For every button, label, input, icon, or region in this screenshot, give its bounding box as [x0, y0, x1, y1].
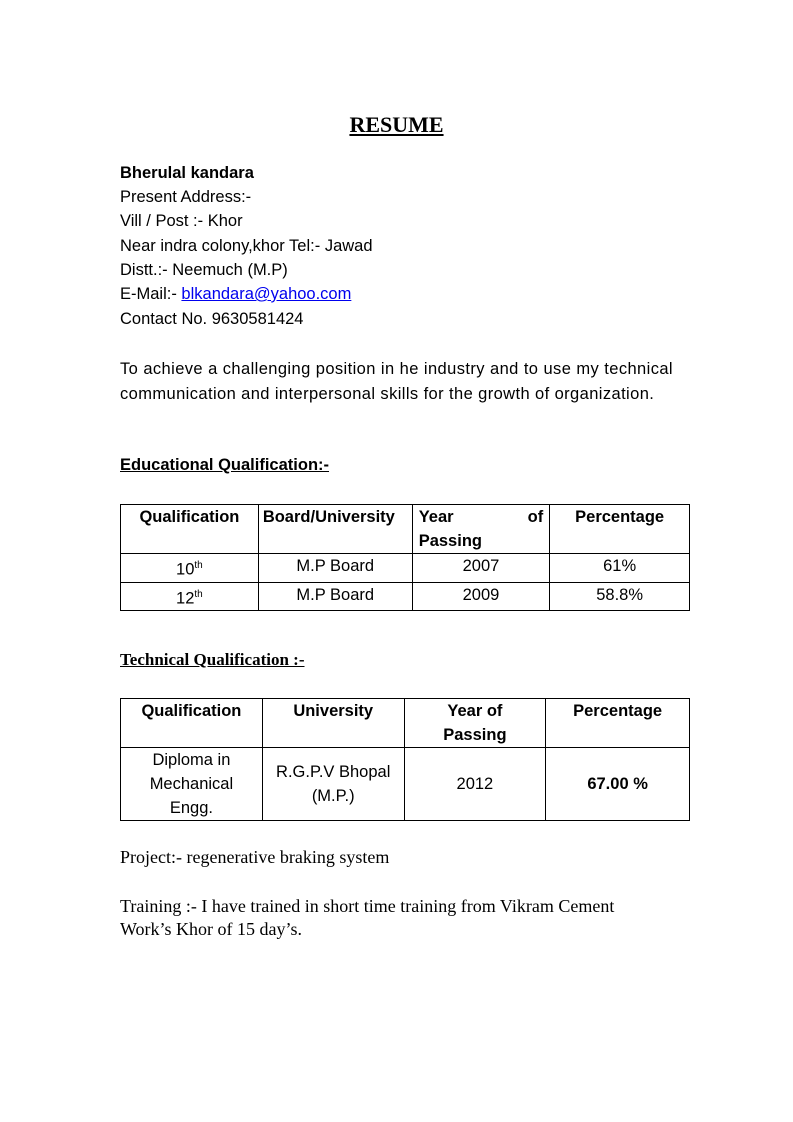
cell-qualification: 10th	[121, 554, 259, 583]
address-line-3: Distt.:- Neemuch (M.P)	[120, 261, 288, 279]
training-line-2: Work’s Khor of 15 day’s.	[120, 919, 303, 939]
header-board: Board/University	[258, 505, 412, 554]
header-year-passing: Passing	[418, 532, 482, 550]
technical-qualification-heading: Technical Qualification :-	[120, 650, 305, 669]
cell-percentage: 67.00 %	[546, 748, 690, 821]
project-line: Project:- regenerative braking system	[120, 847, 390, 867]
address-line-2: Near indra colony,khor Tel:- Jawad	[120, 237, 373, 255]
table-row	[121, 748, 690, 821]
cell-board: M.P Board	[258, 582, 412, 611]
address-label: Present Address:-	[120, 188, 252, 206]
table-row	[121, 554, 690, 583]
header-year-word: Year	[418, 508, 454, 526]
cell-qualification: Diploma in Mechanical Engg.	[121, 748, 263, 821]
address-line-1: Vill / Post :- Khor	[120, 212, 243, 230]
educational-qualification-table	[120, 504, 690, 611]
header-year-of: of	[527, 508, 544, 526]
header-year	[412, 505, 550, 554]
table-row	[121, 582, 690, 611]
cell-year: 2009	[412, 582, 550, 611]
cell-year: 2007	[412, 554, 550, 583]
educational-qualification-heading: Educational Qualification:-	[120, 456, 330, 474]
header-year	[404, 699, 546, 748]
header-qualification: Qualification	[121, 699, 263, 748]
cell-board: M.P Board	[258, 554, 412, 583]
table-header-row	[121, 505, 690, 554]
header-qualification: Qualification	[121, 505, 259, 554]
objective-paragraph: To achieve a challenging position in he industry and to use my technical communication and interpersonal skills for the growth of organization.	[120, 360, 673, 403]
header-percentage: Percentage	[550, 505, 690, 554]
candidate-name: Bherulal kandara	[120, 164, 254, 182]
email-label: E-Mail:-	[120, 285, 182, 303]
header-year-of: Year of	[447, 702, 503, 720]
resume-title: RESUME	[349, 112, 444, 137]
header-year-passing: Passing	[443, 726, 507, 744]
cell-university: R.G.P.V Bhopal (M.P.)	[262, 748, 404, 821]
table-header-row	[121, 699, 690, 748]
contact-number: Contact No. 9630581424	[120, 310, 304, 328]
cell-percentage: 58.8%	[550, 582, 690, 611]
training-line-1: Training :- I have trained in short time training from Vikram Cement	[120, 896, 615, 916]
email-line	[120, 285, 351, 304]
header-university: University	[262, 699, 404, 748]
header-percentage: Percentage	[546, 699, 690, 748]
cell-year: 2012	[404, 748, 546, 821]
cell-qualification: 12th	[121, 582, 259, 611]
technical-qualification-table	[120, 698, 690, 821]
cell-percentage: 61%	[550, 554, 690, 583]
email-link[interactable]: blkandara@yahoo.com	[181, 285, 352, 303]
